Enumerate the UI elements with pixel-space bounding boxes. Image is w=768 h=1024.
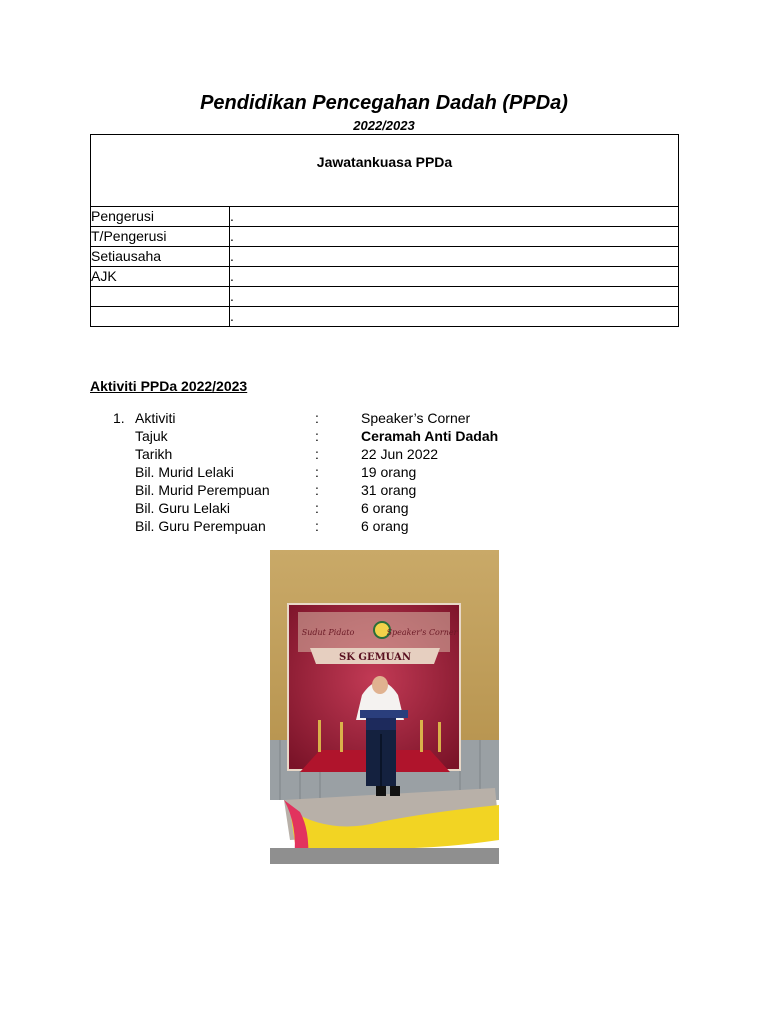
table-row <box>91 307 679 327</box>
table-row <box>91 207 679 227</box>
activity-photo <box>270 550 499 864</box>
field-label: Bil. Guru Perempuan <box>135 518 266 534</box>
field-colon: : <box>315 410 319 426</box>
document-year: 2022/2023 <box>353 118 415 133</box>
committee-table <box>90 134 679 327</box>
table-row <box>91 287 679 307</box>
role-cell: Pengerusi <box>91 207 230 227</box>
value-cell: . <box>230 247 679 267</box>
value-cell: . <box>230 307 679 327</box>
field-value: Ceramah Anti Dadah <box>361 428 499 444</box>
table-row <box>91 267 679 287</box>
field-label: Bil. Murid Perempuan <box>135 482 270 498</box>
item-number: 1. <box>113 410 125 426</box>
activities-section-title: Aktiviti PPDa 2022/2023 <box>90 378 248 394</box>
field-colon: : <box>315 464 319 480</box>
field-label: Bil. Guru Lelaki <box>135 500 230 516</box>
field-value: 22 Jun 2022 <box>361 446 439 462</box>
value-cell: . <box>230 287 679 307</box>
speaker-corner-photo <box>270 550 499 864</box>
table-row <box>91 247 679 267</box>
banner-school-name: SK GEMUAN <box>339 652 411 663</box>
role-cell: T/Pengerusi <box>91 227 230 247</box>
field-colon: : <box>315 446 319 462</box>
role-cell: Setiausaha <box>91 247 230 267</box>
value-cell: . <box>230 227 679 247</box>
role-cell: AJK <box>91 267 230 287</box>
field-colon: : <box>315 482 319 498</box>
field-colon: : <box>315 518 319 534</box>
field-value: 31 orang <box>361 482 417 498</box>
field-colon: : <box>315 500 319 516</box>
banner-right-text: Speaker's Corner <box>386 628 458 637</box>
committee-heading: Jawatankuasa PPDa <box>91 135 679 207</box>
document-title: Pendidikan Pencegahan Dadah (PPDa) <box>200 92 568 114</box>
banner-left-text: Sudut Pidato <box>301 628 355 637</box>
value-cell: . <box>230 207 679 227</box>
field-label: Tajuk <box>135 428 168 444</box>
field-label: Aktiviti <box>135 410 176 426</box>
field-label: Bil. Murid Lelaki <box>135 464 234 480</box>
field-label: Tarikh <box>135 446 173 462</box>
field-value: 6 orang <box>361 518 409 534</box>
value-cell: . <box>230 267 679 287</box>
field-value: 19 orang <box>361 464 417 480</box>
floor <box>270 848 499 864</box>
table-row <box>91 227 679 247</box>
field-colon: : <box>315 428 319 444</box>
role-cell <box>91 287 230 307</box>
field-value: Speaker’s Corner <box>361 410 471 426</box>
field-value: 6 orang <box>361 500 409 516</box>
role-cell <box>91 307 230 327</box>
